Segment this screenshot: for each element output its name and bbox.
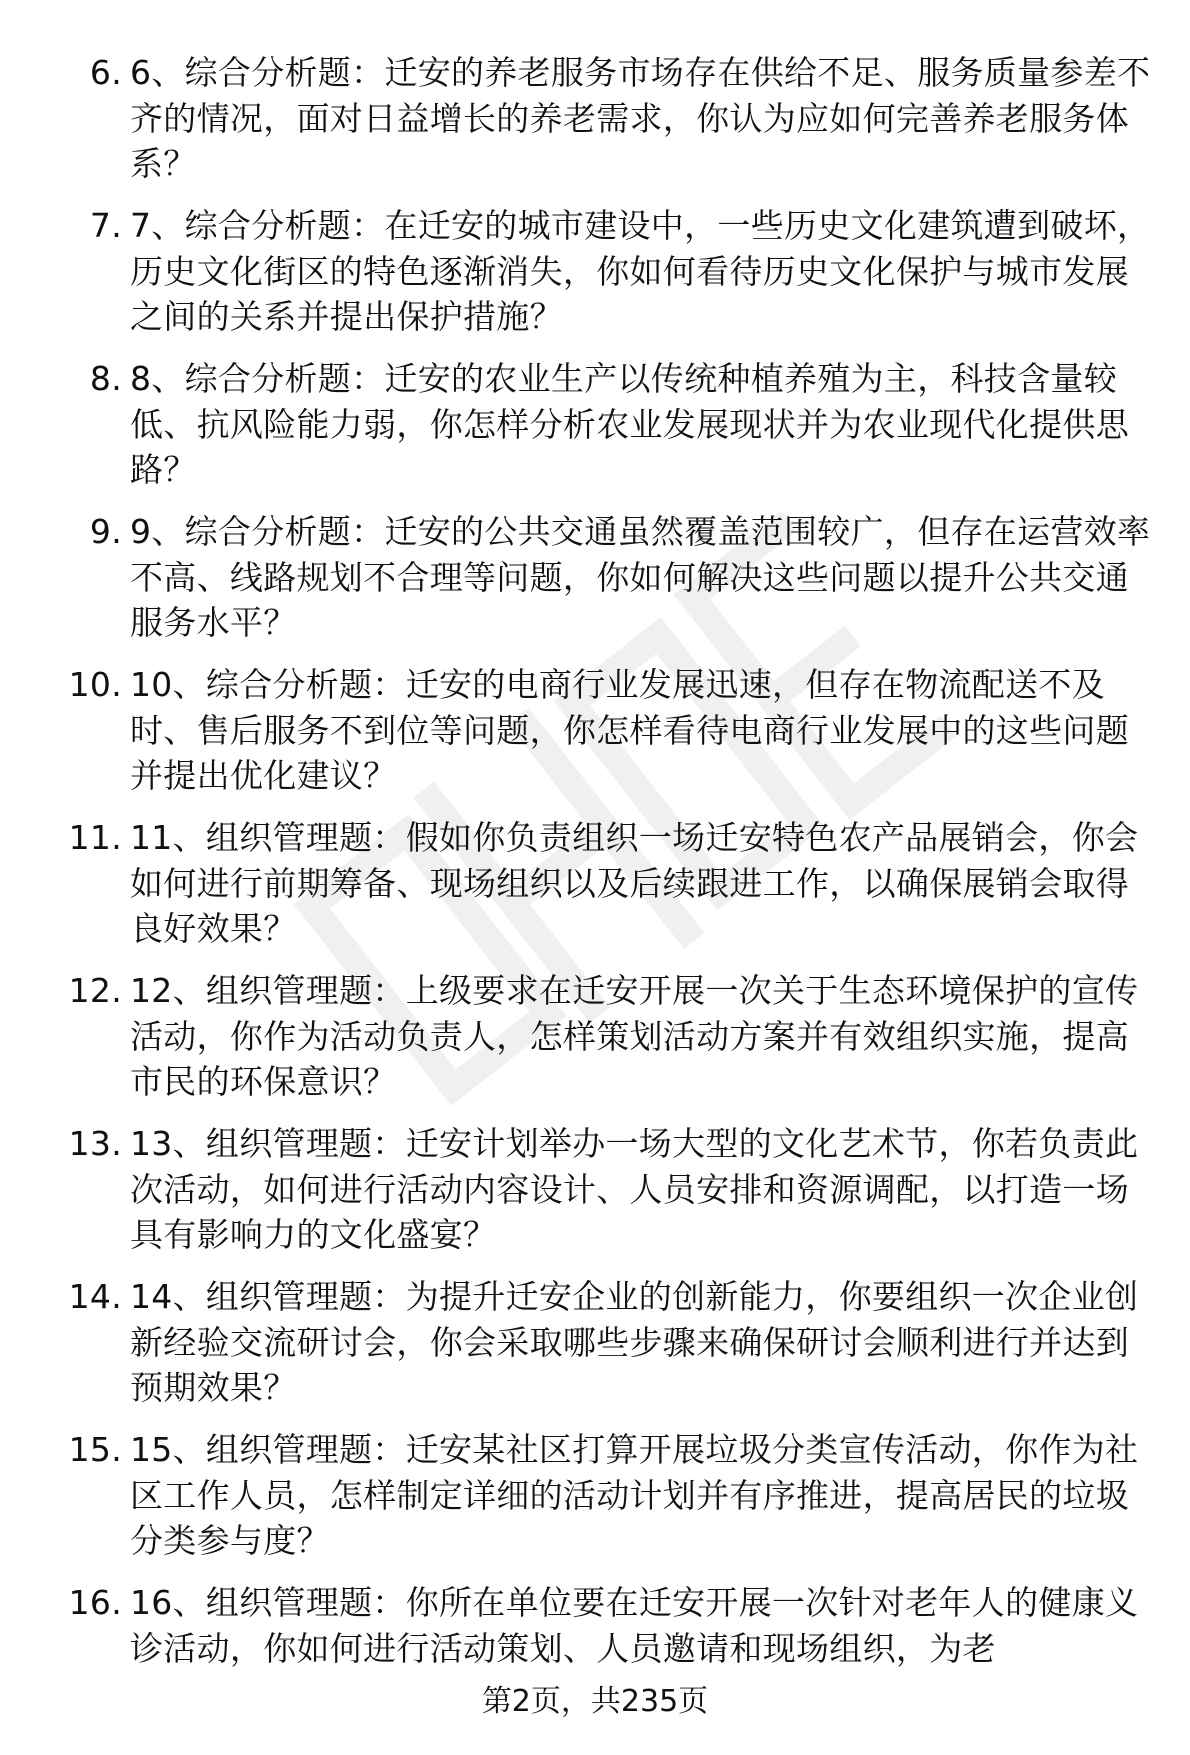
item-number: 7.: [89, 206, 122, 245]
list-item: [0, 356, 1190, 493]
item-text: 13、组织管理题：迁安计划举办一场大型的文化艺术节，你若负责此次活动，如何进行活动内容设计、人员安排和资源调配，以打造一场具有影响力的文化盛宴？: [130, 1124, 1139, 1254]
list-item: [0, 509, 1190, 646]
item-number: 12.: [68, 971, 122, 1010]
page-footer: [0, 1682, 1190, 1722]
question-list: [0, 50, 1190, 1688]
item-number: 14.: [68, 1277, 122, 1316]
list-item: [0, 203, 1190, 340]
item-text: 12、组织管理题：上级要求在迁安开展一次关于生态环境保护的宣传活动，你作为活动负责人，怎样策划活动方案并有效组织实施，提高市民的环保意识？: [130, 971, 1139, 1101]
item-number: 13.: [68, 1124, 122, 1163]
list-item: [0, 968, 1190, 1105]
item-number: 6.: [89, 53, 122, 92]
item-text: 14、组织管理题：为提升迁安企业的创新能力，你要组织一次企业创新经验交流研讨会，你会采取哪些步骤来确保研讨会顺利进行并达到预期效果？: [130, 1277, 1139, 1407]
item-text: 8、综合分析题：迁安的农业生产以传统种植养殖为主，科技含量较低、抗风险能力弱，你怎样分析农业发展现状并为农业现代化提供思路？: [130, 359, 1129, 489]
item-text: 11、组织管理题：假如你负责组织一场迁安特色农产品展销会，你会如何进行前期筹备、现场组织以及后续跟进工作，以确保展销会取得良好效果？: [130, 818, 1139, 948]
list-item: [0, 1121, 1190, 1258]
item-number: 8.: [89, 359, 122, 398]
item-text: 16、组织管理题：你所在单位要在迁安开展一次针对老年人的健康义诊活动，你如何进行活动策划、人员邀请和现场组织，为老: [130, 1583, 1139, 1668]
item-text: 6、综合分析题：迁安的养老服务市场存在供给不足、服务质量参差不齐的情况，面对日益增长的养老需求，你认为应如何完善养老服务体系？: [130, 53, 1151, 183]
item-text: 7、综合分析题：在迁安的城市建设中，一些历史文化建筑遭到破坏，历史文化街区的特色逐渐消失，你如何看待历史文化保护与城市发展之间的关系并提出保护措施？: [130, 206, 1151, 336]
item-number: 9.: [89, 512, 122, 551]
list-item: [0, 662, 1190, 799]
list-item: [0, 50, 1190, 187]
list-item: [0, 1580, 1190, 1671]
item-text: 9、综合分析题：迁安的公共交通虽然覆盖范围较广，但存在运营效率不高、线路规划不合理等问题，你如何解决这些问题以提升公共交通服务水平？: [130, 512, 1151, 642]
item-number: 10.: [68, 665, 122, 704]
list-item: [0, 1427, 1190, 1564]
item-text: 10、综合分析题：迁安的电商行业发展迅速，但存在物流配送不及时、售后服务不到位等问题，你怎样看待电商行业发展中的这些问题并提出优化建议？: [130, 665, 1129, 795]
list-item: [0, 1274, 1190, 1411]
item-number: 16.: [68, 1583, 122, 1622]
item-text: 15、组织管理题：迁安某社区打算开展垃圾分类宣传活动，你作为社区工作人员，怎样制定详细的活动计划并有序推进，提高居民的垃圾分类参与度？: [130, 1430, 1139, 1560]
item-number: 11.: [68, 818, 122, 857]
page-number-label: 第2页，共235页: [481, 1684, 709, 1719]
list-item: [0, 815, 1190, 952]
item-number: 15.: [68, 1430, 122, 1469]
